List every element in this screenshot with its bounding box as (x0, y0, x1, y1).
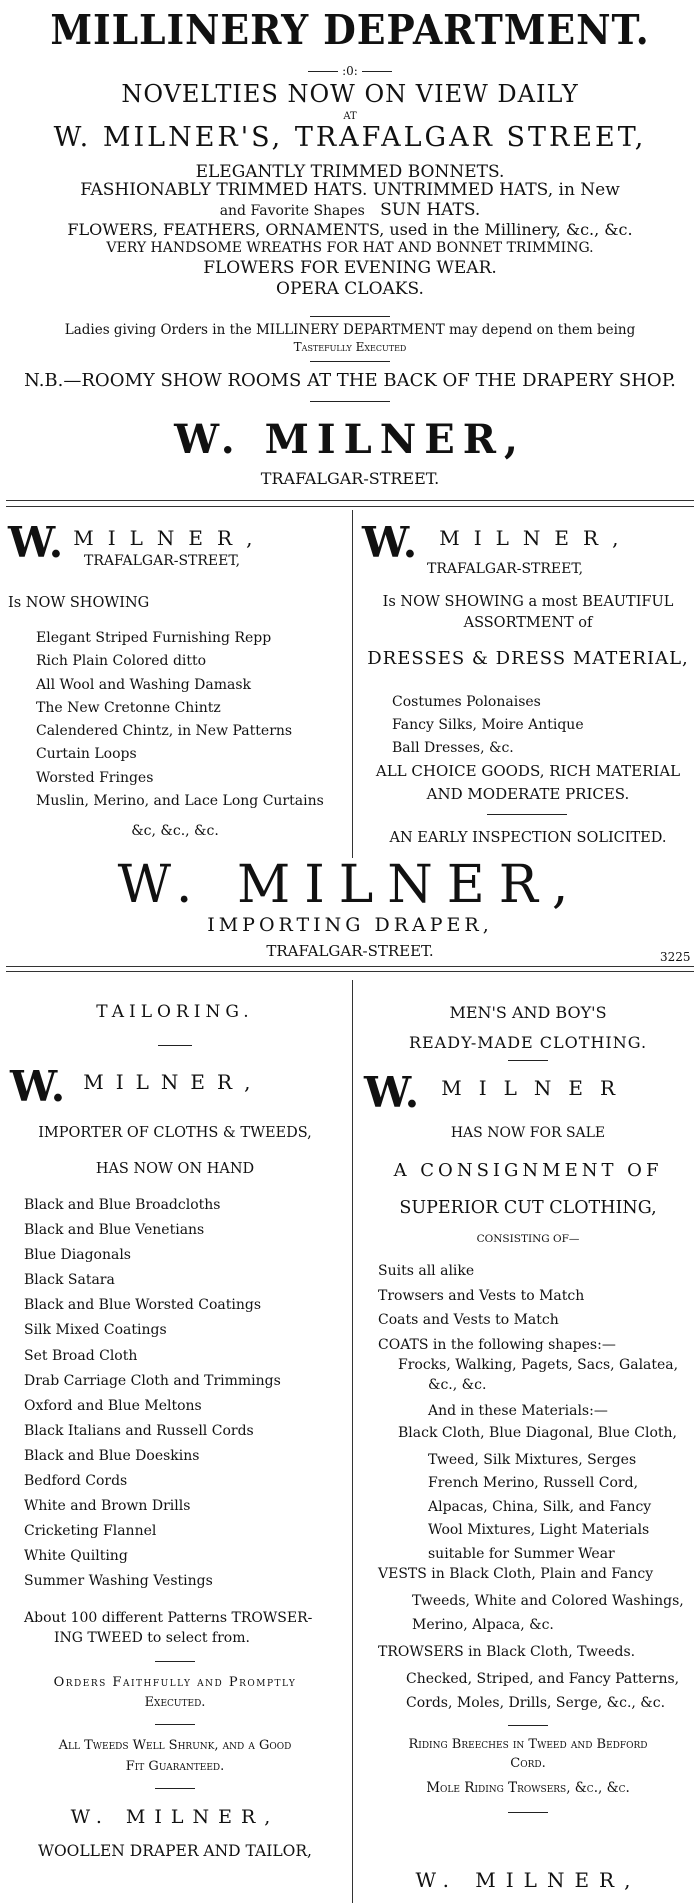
divider (158, 1045, 192, 1046)
clothing-list: Suits all alike Trowsers and Vests to Match Coats and Vests to Match COATS in the following shapes:— (378, 1263, 616, 1353)
tailoring-heading: W. MILNER, (10, 1062, 263, 1111)
nb-line: N.B.—ROOMY SHOW ROOMS AT THE BACK OF THE DRAPERY SHOP. (24, 370, 676, 391)
bonnets-line: ELEGANTLY TRIMMED BONNETS. (195, 162, 505, 182)
flowers-line: FLOWERS, FEATHERS, ORNAMENTS, used in the Millinery, &c., &c. (67, 220, 633, 239)
tailoring-about2: ING TWEED to select from. (54, 1630, 250, 1646)
tailoring-milner: MILNER, (83, 1070, 263, 1094)
tailoring-onhand: HAS NOW ON HAND (95, 1161, 255, 1177)
clothing-shapes1: Frocks, Walking, Pagets, Sacs, Galatea, (398, 1357, 679, 1373)
at-word: AT (343, 111, 357, 122)
hats-line: FASHIONABLY TRIMMED HATS. UNTRIMMED HATS, in New (80, 180, 620, 200)
divider (6, 506, 694, 507)
clothing-trowsers-list: Checked, Striped, and Fancy Patterns, Cords, Moles, Drills, Serge, &c., &c. (406, 1671, 680, 1711)
divider (6, 971, 694, 972)
mid-left-heading: W. MILNER, (8, 518, 267, 567)
column-divider (352, 510, 353, 858)
clothing-heading: W. MILNER (364, 1068, 633, 1117)
divider (310, 401, 390, 402)
clothing-shapes2: &c., &c. (428, 1377, 487, 1393)
divider (155, 1661, 195, 1662)
mid-right-dresses: DRESSES & DRESS MATERIAL, (367, 648, 689, 669)
tailoring-title: TAILORING. (96, 1002, 254, 1022)
importer-sub: IMPORTING DRAPER, (207, 914, 493, 936)
mid-right-choice2: AND MODERATE PRICES. (426, 785, 630, 803)
clothing-mole: Mole Riding Trowsers, &c., &c. (426, 1780, 630, 1796)
divider (508, 1725, 548, 1726)
millinery-title: MILLINERY DEPARTMENT. (50, 6, 650, 54)
tailoring-tweeds1: All Tweeds Well Shrunk, and a Good (58, 1738, 292, 1753)
trafalgar-street: TRAFALGAR-STREET. (260, 469, 440, 488)
tailoring-importer: IMPORTER OF CLOTHS & TWEEDS, (38, 1125, 312, 1141)
tailoring-footer2: WOOLLEN DRAPER AND TAILOR, (38, 1842, 312, 1860)
evening-line: FLOWERS FOR EVENING WEAR. (203, 258, 497, 278)
milner-name: W. MILNER, (174, 416, 526, 463)
importer-name: W. MILNER, (117, 855, 583, 915)
mid-right-milner: MILNER, (439, 526, 633, 550)
ad-number: 3225 (660, 950, 691, 964)
importer-street: TRAFALGAR-STREET. (266, 942, 434, 960)
clothing-trowsers0: TROWSERS in Black Cloth, Tweeds. (378, 1644, 636, 1660)
tailoring-orders2: Executed. (144, 1695, 206, 1710)
clothing-riding2: Cord. (510, 1756, 546, 1771)
mid-right-street: TRAFALGAR-STREET, (427, 561, 584, 577)
clothing-milner: MILNER (441, 1076, 633, 1100)
shapes-line: and Favorite Shapes SUN HATS. (219, 200, 481, 220)
mid-right-showing2: ASSORTMENT of (463, 615, 593, 631)
divider (487, 814, 567, 815)
clothing-footer: W. MILNER, (415, 1868, 641, 1892)
clothing-title2: READY-MADE CLOTHING. (408, 1033, 648, 1052)
mid-right-showing1: Is NOW SHOWING a most BEAUTIFUL (382, 594, 674, 610)
divider (310, 316, 390, 317)
tailoring-list: Black and Blue Broadcloths Black and Blue Venetians Blue Diagonals Black Satara Black and Blue Worsted Coatings Silk Mixed Coatings Set Broad Cloth Drab Carriage Cloth and Trimmings Oxford and Blue Meltons Black Italians and Russell Cords Black and Blue Doeskins Bedford Cords White and Brown Drills Cricketing Flannel White Quilting Summer Washing Vestings (24, 1197, 281, 1590)
mid-right-heading: W. MILNER, (362, 518, 633, 567)
clothing-sale: HAS NOW FOR SALE (450, 1125, 606, 1141)
divider (155, 1724, 195, 1725)
opera-line: OPERA CLOAKS. (276, 279, 424, 299)
mid-left-list: Elegant Striped Furnishing Repp Rich Plain Colored ditto All Wool and Washing Damask The New Cretonne Chintz Calendered Chintz, in New Patterns Curtain Loops Worsted Fringes Muslin, Merino, and Lace Long Curtains (36, 630, 324, 810)
clothing-vests0: VESTS in Black Cloth, Plain and Fancy (378, 1566, 654, 1582)
clothing-mat0: Black Cloth, Blue Diagonal, Blue Cloth, (398, 1425, 677, 1441)
divider (508, 1060, 548, 1061)
clothing-consign: A CONSIGNMENT OF (393, 1160, 663, 1181)
divider (508, 1812, 548, 1813)
tailoring-orders1: Orders Faithfully and Promptly (53, 1675, 297, 1690)
ladies-line: Ladies giving Orders in the MILLINERY DEPARTMENT may depend on them being (64, 322, 636, 338)
clothing-consisting: CONSISTING OF— (476, 1233, 580, 1245)
mid-right-inspection: AN EARLY INSPECTION SOLICITED. (389, 830, 667, 846)
column-divider (352, 980, 353, 1903)
divider (6, 966, 694, 967)
mid-left-etc: &c, &c., &c. (131, 823, 219, 839)
mid-left-showing: Is NOW SHOWING (8, 595, 150, 611)
divider (155, 1788, 195, 1789)
mid-right-list: Costumes Polonaises Fancy Silks, Moire Antique Ball Dresses, &c. (392, 694, 584, 756)
wreaths-line: VERY HANDSOME WREATHS FOR HAT AND BONNET TRIMMING. (106, 240, 594, 256)
mid-left-milner: MILNER, (73, 526, 267, 550)
tastefully-line: Tastefully Executed (293, 340, 407, 354)
mid-right-choice1: ALL CHOICE GOODS, RICH MATERIAL (375, 762, 681, 780)
tailoring-footer1: W. MILNER, (70, 1806, 280, 1828)
mid-left-street: TRAFALGAR-STREET, (84, 553, 241, 569)
novelties-heading: NOVELTIES NOW ON VIEW DAILY (121, 80, 579, 108)
tailoring-tweeds2: Fit Guaranteed. (125, 1759, 225, 1774)
clothing-superior: SUPERIOR CUT CLOTHING, (399, 1198, 657, 1218)
divider (310, 361, 390, 362)
clothing-vests-list: Tweeds, White and Colored Washings, Merino, Alpaca, &c. (412, 1593, 684, 1633)
tailoring-about1: About 100 different Patterns TROWSER- (24, 1610, 313, 1626)
divider (6, 500, 694, 501)
clothing-mat-list: Tweed, Silk Mixtures, Serges French Merino, Russell Cord, Alpacas, China, Silk, and Fancy Wool Mixtures, Light Materials suitable for Summer Wear (428, 1452, 652, 1562)
ornament-divider: :0: (0, 64, 700, 78)
clothing-title1: MEN'S AND BOY'S (449, 1003, 607, 1022)
clothing-riding1: Riding Breeches in Tweed and Bedford (408, 1737, 648, 1752)
clothing-materials-head: And in these Materials:— (428, 1403, 608, 1419)
shop-heading: W. MILNER'S, TRAFALGAR STREET, (53, 122, 647, 153)
